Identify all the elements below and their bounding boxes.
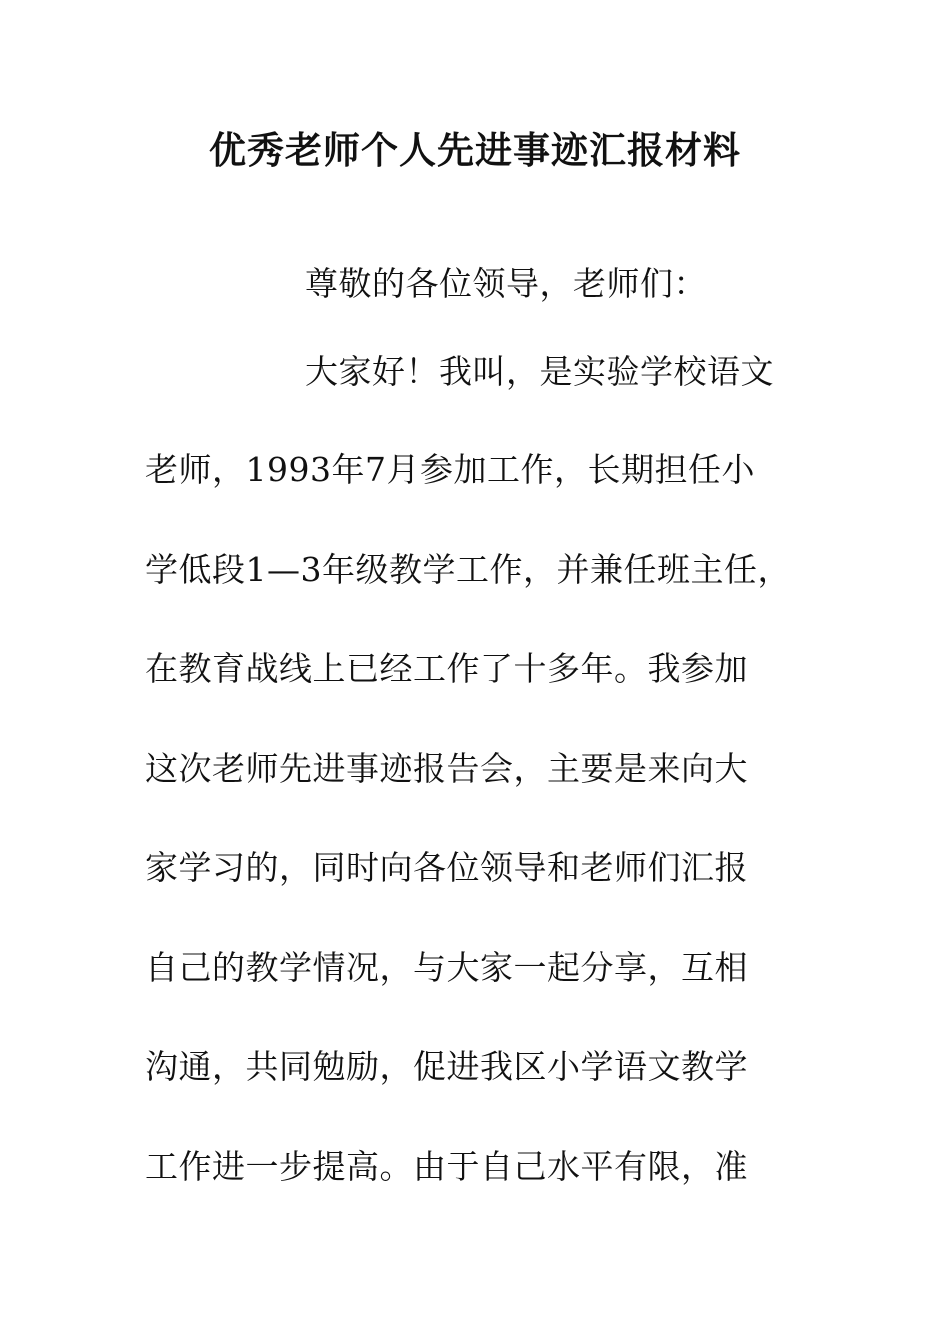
- body-line-6: 家学习的，同时向各位领导和老师们汇报: [145, 848, 748, 887]
- body-line-1: 大家好！我叫，是实验学校语文: [305, 352, 774, 391]
- body-line-3: 学低段1—3年级教学工作，并兼任班主任，: [145, 550, 791, 589]
- body-line-7: 自己的教学情况，与大家一起分享，互相: [145, 948, 748, 987]
- salutation-line: 尊敬的各位领导，老师们：: [305, 264, 707, 303]
- body-line-8: 沟通，共同勉励，促进我区小学语文教学: [145, 1047, 748, 1086]
- body-line-4: 在教育战线上已经工作了十多年。我参加: [145, 649, 748, 688]
- body-line-5: 这次老师先进事迹报告会，主要是来向大: [145, 749, 748, 788]
- body-line-2: 老师，1993年7月参加工作，长期担任小: [145, 450, 755, 489]
- document-title: 优秀老师个人先进事迹汇报材料: [209, 129, 741, 172]
- body-line-9: 工作进一步提高。由于自己水平有限，准: [145, 1147, 748, 1186]
